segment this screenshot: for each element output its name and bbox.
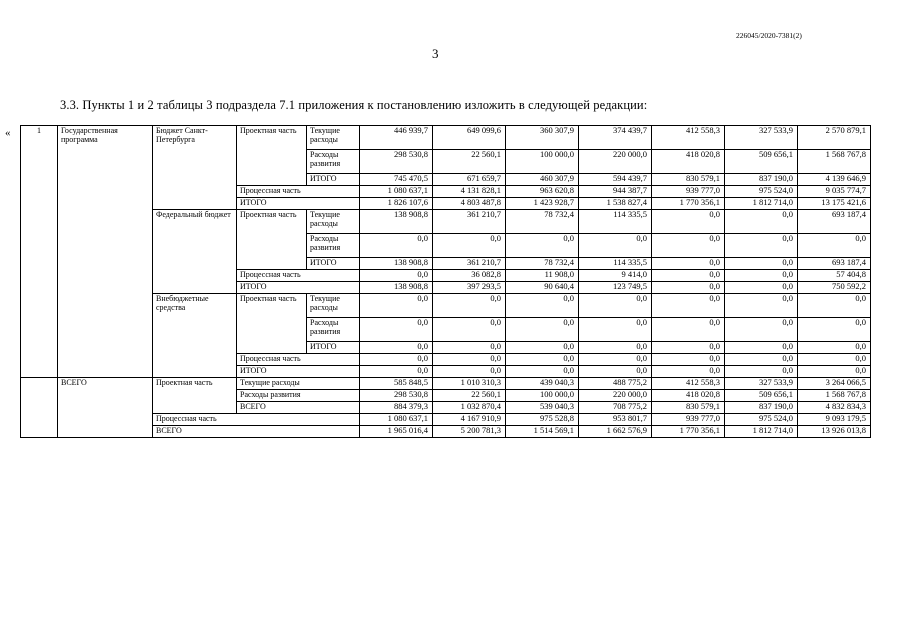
value-cell: 4 832 834,3 bbox=[798, 402, 871, 414]
value-cell: 0,0 bbox=[506, 234, 579, 258]
value-cell: 0,0 bbox=[798, 318, 871, 342]
value-cell: 100 000,0 bbox=[506, 390, 579, 402]
value-cell: 0,0 bbox=[360, 318, 433, 342]
value-cell: 0,0 bbox=[506, 354, 579, 366]
value-cell: 963 620,8 bbox=[506, 186, 579, 198]
process-part-label: Процессная часть bbox=[237, 186, 360, 198]
development-expenses-label: Расходы развития bbox=[307, 234, 360, 258]
value-cell: 0,0 bbox=[798, 354, 871, 366]
value-cell: 0,0 bbox=[798, 366, 871, 378]
value-cell: 0,0 bbox=[506, 294, 579, 318]
value-cell: 0,0 bbox=[725, 366, 798, 378]
value-cell: 830 579,1 bbox=[652, 402, 725, 414]
value-cell: 0,0 bbox=[798, 234, 871, 258]
block-total-label: ИТОГО bbox=[237, 282, 360, 294]
value-cell: 0,0 bbox=[433, 366, 506, 378]
value-cell: 837 190,0 bbox=[725, 174, 798, 186]
value-cell: 939 777,0 bbox=[652, 186, 725, 198]
value-cell: 123 749,5 bbox=[579, 282, 652, 294]
value-cell: 0,0 bbox=[725, 210, 798, 234]
value-cell: 0,0 bbox=[579, 366, 652, 378]
value-cell: 594 439,7 bbox=[579, 174, 652, 186]
value-cell: 412 558,3 bbox=[652, 378, 725, 390]
value-cell: 1 032 870,4 bbox=[433, 402, 506, 414]
value-cell: 0,0 bbox=[725, 318, 798, 342]
value-cell: 138 908,8 bbox=[360, 282, 433, 294]
opening-quote-mark: « bbox=[5, 127, 11, 139]
value-cell: 4 167 910,9 bbox=[433, 414, 506, 426]
value-cell: 1 770 356,1 bbox=[652, 426, 725, 438]
current-expenses-label: Текущие расходы bbox=[307, 126, 360, 150]
value-cell: 671 659,7 bbox=[433, 174, 506, 186]
value-cell: 0,0 bbox=[360, 234, 433, 258]
value-cell: 0,0 bbox=[798, 342, 871, 354]
value-cell: 2 570 879,1 bbox=[798, 126, 871, 150]
value-cell: 114 335,5 bbox=[579, 258, 652, 270]
value-cell: 1 812 714,0 bbox=[725, 198, 798, 210]
block-total-label: ИТОГО bbox=[237, 198, 360, 210]
value-cell: 11 908,0 bbox=[506, 270, 579, 282]
value-cell: 0,0 bbox=[725, 234, 798, 258]
budget-fed-cell: Федеральный бюджет bbox=[153, 210, 237, 294]
value-cell: 1 568 767,8 bbox=[798, 390, 871, 402]
value-cell: 1 080 637,1 bbox=[360, 414, 433, 426]
value-cell: 22 560,1 bbox=[433, 390, 506, 402]
current-expenses-label: Текущие расходы bbox=[307, 294, 360, 318]
value-cell: 693 187,4 bbox=[798, 258, 871, 270]
table-row bbox=[21, 126, 871, 150]
empty-cell bbox=[21, 378, 58, 438]
current-expenses-label: Текущие расходы bbox=[237, 378, 360, 390]
value-cell: 36 082,8 bbox=[433, 270, 506, 282]
value-cell: 539 040,3 bbox=[506, 402, 579, 414]
value-cell: 298 530,8 bbox=[360, 390, 433, 402]
project-total-label: ИТОГО bbox=[307, 174, 360, 186]
value-cell: 0,0 bbox=[579, 318, 652, 342]
value-cell: 0,0 bbox=[433, 318, 506, 342]
item-number: 1 bbox=[21, 126, 58, 378]
value-cell: 13 926 013,8 bbox=[798, 426, 871, 438]
program-name: Государственная программа bbox=[58, 126, 153, 378]
value-cell: 649 099,6 bbox=[433, 126, 506, 150]
process-part-label: Процессная часть bbox=[153, 414, 360, 426]
value-cell: 745 470,5 bbox=[360, 174, 433, 186]
value-cell: 446 939,7 bbox=[360, 126, 433, 150]
block-total-label: ИТОГО bbox=[237, 366, 360, 378]
value-cell: 1 812 714,0 bbox=[725, 426, 798, 438]
value-cell: 0,0 bbox=[433, 234, 506, 258]
value-cell: 90 640,4 bbox=[506, 282, 579, 294]
value-cell: 0,0 bbox=[652, 234, 725, 258]
value-cell: 100 000,0 bbox=[506, 150, 579, 174]
development-expenses-label: Расходы развития bbox=[237, 390, 360, 402]
value-cell: 975 524,0 bbox=[725, 186, 798, 198]
value-cell: 78 732,4 bbox=[506, 258, 579, 270]
budget-table bbox=[20, 125, 871, 438]
value-cell: 0,0 bbox=[725, 258, 798, 270]
value-cell: 585 848,5 bbox=[360, 378, 433, 390]
value-cell: 0,0 bbox=[506, 342, 579, 354]
project-total-label: ИТОГО bbox=[307, 342, 360, 354]
value-cell: 975 528,8 bbox=[506, 414, 579, 426]
grand-total-row-label: ВСЕГО bbox=[153, 426, 360, 438]
value-cell: 361 210,7 bbox=[433, 210, 506, 234]
value-cell: 1 568 767,8 bbox=[798, 150, 871, 174]
project-part-label: Проектная часть bbox=[237, 210, 307, 270]
value-cell: 0,0 bbox=[725, 354, 798, 366]
project-part-label: Проектная часть bbox=[237, 294, 307, 354]
value-cell: 0,0 bbox=[579, 342, 652, 354]
value-cell: 439 040,3 bbox=[506, 378, 579, 390]
value-cell: 975 524,0 bbox=[725, 414, 798, 426]
value-cell: 9 035 774,7 bbox=[798, 186, 871, 198]
value-cell: 1 965 016,4 bbox=[360, 426, 433, 438]
value-cell: 509 656,1 bbox=[725, 390, 798, 402]
value-cell: 0,0 bbox=[579, 234, 652, 258]
value-cell: 1 080 637,1 bbox=[360, 186, 433, 198]
value-cell: 327 533,9 bbox=[725, 126, 798, 150]
value-cell: 953 801,7 bbox=[579, 414, 652, 426]
value-cell: 944 387,7 bbox=[579, 186, 652, 198]
value-cell: 1 514 569,1 bbox=[506, 426, 579, 438]
value-cell: 1 826 107,6 bbox=[360, 198, 433, 210]
budget-spb-cell: Бюджет Санкт-Петербурга bbox=[153, 126, 237, 210]
value-cell: 0,0 bbox=[360, 342, 433, 354]
value-cell: 22 560,1 bbox=[433, 150, 506, 174]
project-total-label: ВСЕГО bbox=[237, 402, 360, 414]
page-number: 3 bbox=[432, 46, 439, 61]
value-cell: 0,0 bbox=[725, 342, 798, 354]
table-row bbox=[21, 378, 871, 390]
grand-total-label: ВСЕГО bbox=[58, 378, 153, 438]
value-cell: 0,0 bbox=[725, 294, 798, 318]
value-cell: 708 775,2 bbox=[579, 402, 652, 414]
value-cell: 0,0 bbox=[725, 282, 798, 294]
value-cell: 78 732,4 bbox=[506, 210, 579, 234]
value-cell: 0,0 bbox=[652, 366, 725, 378]
value-cell: 0,0 bbox=[360, 366, 433, 378]
development-expenses-label: Расходы развития bbox=[307, 318, 360, 342]
value-cell: 138 908,8 bbox=[360, 210, 433, 234]
value-cell: 939 777,0 bbox=[652, 414, 725, 426]
value-cell: 0,0 bbox=[433, 294, 506, 318]
value-cell: 9 414,0 bbox=[579, 270, 652, 282]
value-cell: 327 533,9 bbox=[725, 378, 798, 390]
value-cell: 0,0 bbox=[652, 282, 725, 294]
process-part-label: Процессная часть bbox=[237, 270, 360, 282]
value-cell: 0,0 bbox=[360, 270, 433, 282]
value-cell: 4 803 487,8 bbox=[433, 198, 506, 210]
development-expenses-label: Расходы развития bbox=[307, 150, 360, 174]
value-cell: 0,0 bbox=[652, 270, 725, 282]
value-cell: 0,0 bbox=[579, 294, 652, 318]
value-cell: 488 775,2 bbox=[579, 378, 652, 390]
value-cell: 412 558,3 bbox=[652, 126, 725, 150]
value-cell: 884 379,3 bbox=[360, 402, 433, 414]
value-cell: 1 010 310,3 bbox=[433, 378, 506, 390]
value-cell: 4 139 646,9 bbox=[798, 174, 871, 186]
value-cell: 0,0 bbox=[652, 318, 725, 342]
project-total-label: ИТОГО bbox=[307, 258, 360, 270]
process-part-label: Процессная часть bbox=[237, 354, 360, 366]
value-cell: 460 307,9 bbox=[506, 174, 579, 186]
section-heading: 3.3. Пункты 1 и 2 таблицы 3 подраздела 7.1 приложения к постановлению изложить в следующей редакции: bbox=[60, 98, 648, 112]
value-cell: 0,0 bbox=[433, 354, 506, 366]
value-cell: 0,0 bbox=[360, 354, 433, 366]
value-cell: 0,0 bbox=[506, 318, 579, 342]
value-cell: 114 335,5 bbox=[579, 210, 652, 234]
value-cell: 693 187,4 bbox=[798, 210, 871, 234]
value-cell: 138 908,8 bbox=[360, 258, 433, 270]
value-cell: 0,0 bbox=[652, 210, 725, 234]
value-cell: 1 423 928,7 bbox=[506, 198, 579, 210]
value-cell: 418 020,8 bbox=[652, 390, 725, 402]
value-cell: 1 538 827,4 bbox=[579, 198, 652, 210]
value-cell: 57 404,8 bbox=[798, 270, 871, 282]
value-cell: 298 530,8 bbox=[360, 150, 433, 174]
project-part-label: Проектная часть bbox=[153, 378, 237, 414]
value-cell: 0,0 bbox=[725, 270, 798, 282]
value-cell: 0,0 bbox=[798, 294, 871, 318]
value-cell: 830 579,1 bbox=[652, 174, 725, 186]
project-part-label: Проектная часть bbox=[237, 126, 307, 186]
value-cell: 0,0 bbox=[652, 354, 725, 366]
value-cell: 220 000,0 bbox=[579, 390, 652, 402]
value-cell: 13 175 421,6 bbox=[798, 198, 871, 210]
value-cell: 418 020,8 bbox=[652, 150, 725, 174]
value-cell: 0,0 bbox=[652, 258, 725, 270]
value-cell: 0,0 bbox=[579, 354, 652, 366]
value-cell: 0,0 bbox=[652, 294, 725, 318]
value-cell: 509 656,1 bbox=[725, 150, 798, 174]
value-cell: 374 439,7 bbox=[579, 126, 652, 150]
value-cell: 4 131 828,1 bbox=[433, 186, 506, 198]
value-cell: 1 770 356,1 bbox=[652, 198, 725, 210]
value-cell: 0,0 bbox=[506, 366, 579, 378]
value-cell: 837 190,0 bbox=[725, 402, 798, 414]
value-cell: 3 264 066,5 bbox=[798, 378, 871, 390]
value-cell: 0,0 bbox=[433, 342, 506, 354]
document-number: 226045/2020-7381(2) bbox=[736, 31, 802, 40]
value-cell: 750 592,2 bbox=[798, 282, 871, 294]
value-cell: 1 662 576,9 bbox=[579, 426, 652, 438]
value-cell: 0,0 bbox=[652, 342, 725, 354]
budget-ext-cell: Внебюджетные средства bbox=[153, 294, 237, 378]
value-cell: 360 307,9 bbox=[506, 126, 579, 150]
value-cell: 5 200 781,3 bbox=[433, 426, 506, 438]
value-cell: 0,0 bbox=[360, 294, 433, 318]
current-expenses-label: Текущие расходы bbox=[307, 210, 360, 234]
value-cell: 9 093 179,5 bbox=[798, 414, 871, 426]
value-cell: 220 000,0 bbox=[579, 150, 652, 174]
value-cell: 397 293,5 bbox=[433, 282, 506, 294]
value-cell: 361 210,7 bbox=[433, 258, 506, 270]
